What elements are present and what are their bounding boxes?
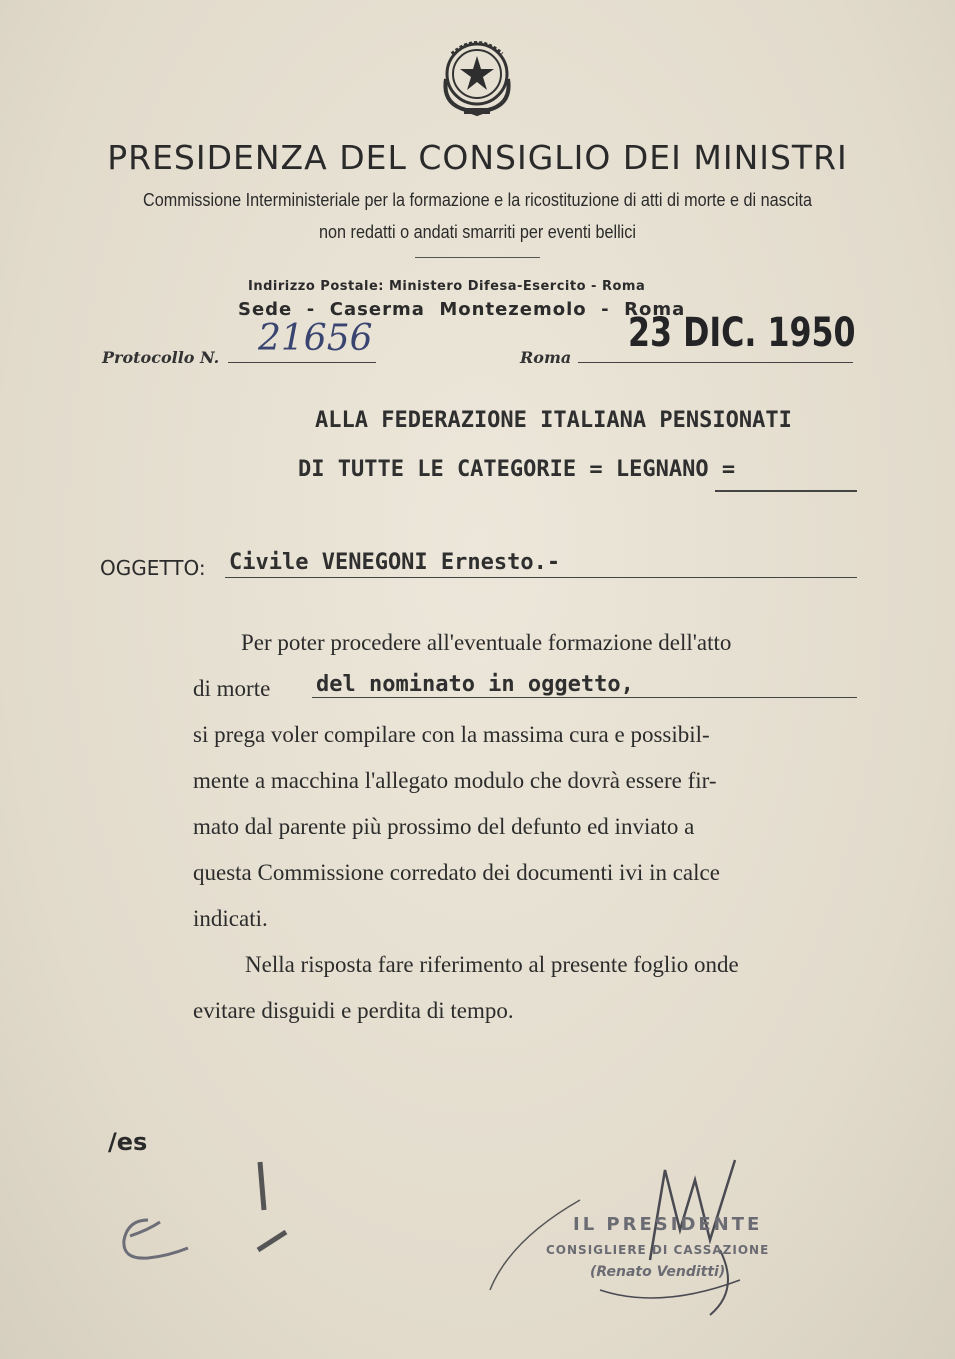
- body-p1-line2-prefix: di morte: [193, 676, 271, 701]
- header-divider: [415, 257, 540, 258]
- protocollo-underline: [228, 362, 376, 363]
- date-underline: [578, 362, 853, 363]
- body-p1-line2-fill: del nominato in oggetto,: [316, 672, 634, 697]
- place-label: Roma: [520, 348, 572, 367]
- commission-subtitle-line2: non redatti o andati smarriti per eventi bellici: [319, 222, 636, 242]
- protocollo-label: Protocollo N.: [102, 348, 220, 367]
- stamp-role: CONSIGLIERE DI CASSAZIONE: [546, 1243, 770, 1257]
- handwritten-initial-signature: [108, 1160, 308, 1270]
- body-p1-line5: mato dal parente più prossimo del defunto ed inviato a: [193, 814, 695, 839]
- morte-underline: [312, 697, 857, 698]
- italian-republic-emblem-icon: [436, 34, 518, 118]
- addressee-line2: DI TUTTE LE CATEGORIE = LEGNANO =: [298, 457, 736, 482]
- body-p1-line4: mente a macchina l'allegato modulo che dovrà essere fir-: [193, 768, 717, 793]
- subject-value: Civile VENEGONI Ernesto.-: [229, 550, 561, 575]
- body-p2-line2: evitare disguidi e perdita di tempo.: [193, 998, 514, 1023]
- body-p1-line3: si prega voler compilare con la massima cura e possibil-: [193, 722, 710, 747]
- addressee-underline: [715, 490, 857, 492]
- date-stamp: 23 DIC. 1950: [628, 310, 856, 356]
- protocollo-number: 21656: [258, 318, 373, 359]
- ministry-title: PRESIDENZA DEL CONSIGLIO DEI MINISTRI: [107, 138, 848, 177]
- addressee-line1: ALLA FEDERAZIONE ITALIANA PENSIONATI: [315, 408, 792, 433]
- subject-underline: [225, 577, 857, 578]
- body-p1-line7: indicati.: [193, 906, 268, 931]
- stamp-title: IL PRESIDENTE: [573, 1214, 763, 1235]
- office-address: Sede - Caserma Montezemolo - Roma: [238, 299, 686, 320]
- body-p1-line1: Per poter procedere all'eventuale formazione dell'atto: [241, 630, 732, 655]
- subject-label: OGGETTO:: [100, 556, 206, 580]
- typist-initials: /es: [108, 1128, 148, 1156]
- body-p2-line1: Nella risposta fare riferimento al presente foglio onde: [245, 952, 739, 977]
- stamp-name: (Renato Venditti): [590, 1264, 726, 1280]
- commission-subtitle-line1: Commissione Interministeriale per la formazione e la ricostituzione di atti di morte e di nascita: [142, 190, 812, 210]
- body-p1-line6: questa Commissione corredato dei documenti ivi in calce: [193, 860, 720, 885]
- postal-address: Indirizzo Postale: Ministero Difesa-Esercito - Roma: [248, 279, 646, 294]
